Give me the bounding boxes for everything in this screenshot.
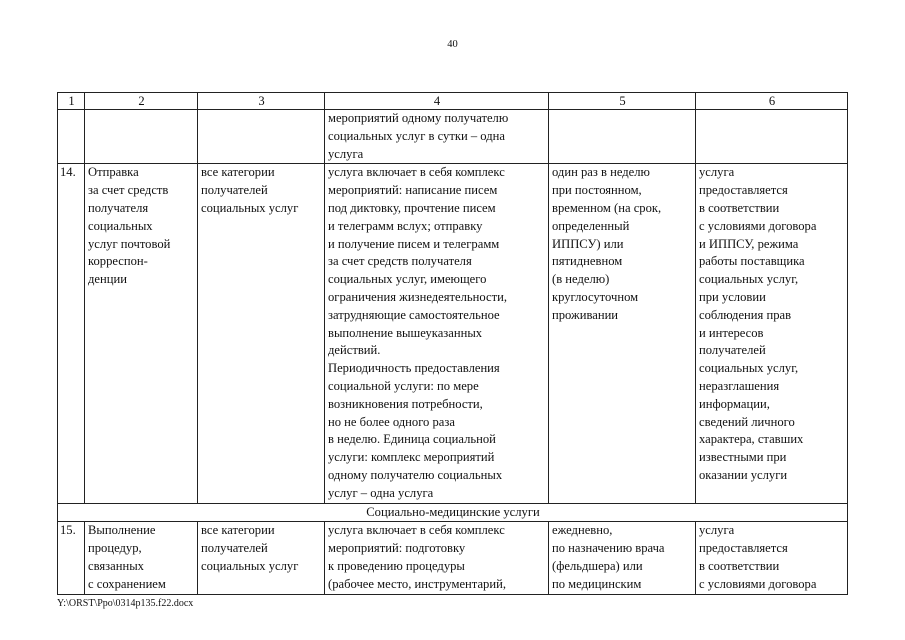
section-row — [58, 503, 848, 522]
cell-empty — [549, 110, 696, 164]
section-title: Социально-медицинские услуги — [58, 503, 848, 522]
header-col-5: 5 — [549, 93, 696, 110]
row-number: 14. — [58, 164, 85, 503]
table-row-14 — [58, 164, 848, 503]
services-table — [57, 92, 848, 595]
service-conditions: услуга предоставляется в соответствии с условиями договора — [696, 522, 848, 594]
continued-description: мероприятий одному получателю социальных услуг в сутки – одна услуга — [325, 110, 549, 164]
header-col-1: 1 — [58, 93, 85, 110]
table-row-15 — [58, 522, 848, 594]
service-description: услуга включает в себя комплекс мероприятий: написание писем под диктовку, прочтение писем и телеграмм вслух; отправку и получение писем и телеграмм за счет средств получателя социальных услуг, имеющего ограничения жизнедеятельности, затрудняющие самостоятельное выполнение вышеуказанных действий. Периодичность предоставления социальной услуги: по мере возникновения потребности, но не более одного раза в неделю. Единица социальной услуги: комплекс мероприятий одному получателю социальных услуг – одна услуга — [325, 164, 549, 503]
service-name: Отправка за счет средств получателя социальных услуг почтовой корреспон- денции — [85, 164, 198, 503]
header-col-2: 2 — [85, 93, 198, 110]
service-name: Выполнение процедур, связанных с сохранением — [85, 522, 198, 594]
cell-empty — [85, 110, 198, 164]
header-col-6: 6 — [696, 93, 848, 110]
table-row-continued — [58, 110, 848, 164]
service-frequency: ежедневно, по назначению врача (фельдшера) или по медицинским — [549, 522, 696, 594]
row-number: 15. — [58, 522, 85, 594]
recipient-category: все категории получателей социальных услуг — [198, 164, 325, 503]
page-number: 40 — [447, 39, 458, 50]
cell-empty — [58, 110, 85, 164]
cell-empty — [198, 110, 325, 164]
service-frequency: один раз в неделю при постоянном, временном (на срок, определенный ИППСУ) или пятидневном (в неделю) круглосуточном проживании — [549, 164, 696, 503]
recipient-category: все категории получателей социальных услуг — [198, 522, 325, 594]
header-col-4: 4 — [325, 93, 549, 110]
service-conditions: услуга предоставляется в соответствии с условиями договора и ИППСУ, режима работы поставщика социальных услуг, при условии соблюдения прав и интересов получателей социальных услуг, неразглашения информации, сведений личного характера, ставших известными при оказании услуги — [696, 164, 848, 503]
table-header-row — [58, 93, 848, 110]
header-col-3: 3 — [198, 93, 325, 110]
footer-file-path: Y:\ORST\Ppo\0314p135.f22.docx — [57, 598, 194, 609]
cell-empty — [696, 110, 848, 164]
service-description: услуга включает в себя комплекс мероприятий: подготовку к проведению процедуры (рабочее место, инструментарий, — [325, 522, 549, 594]
